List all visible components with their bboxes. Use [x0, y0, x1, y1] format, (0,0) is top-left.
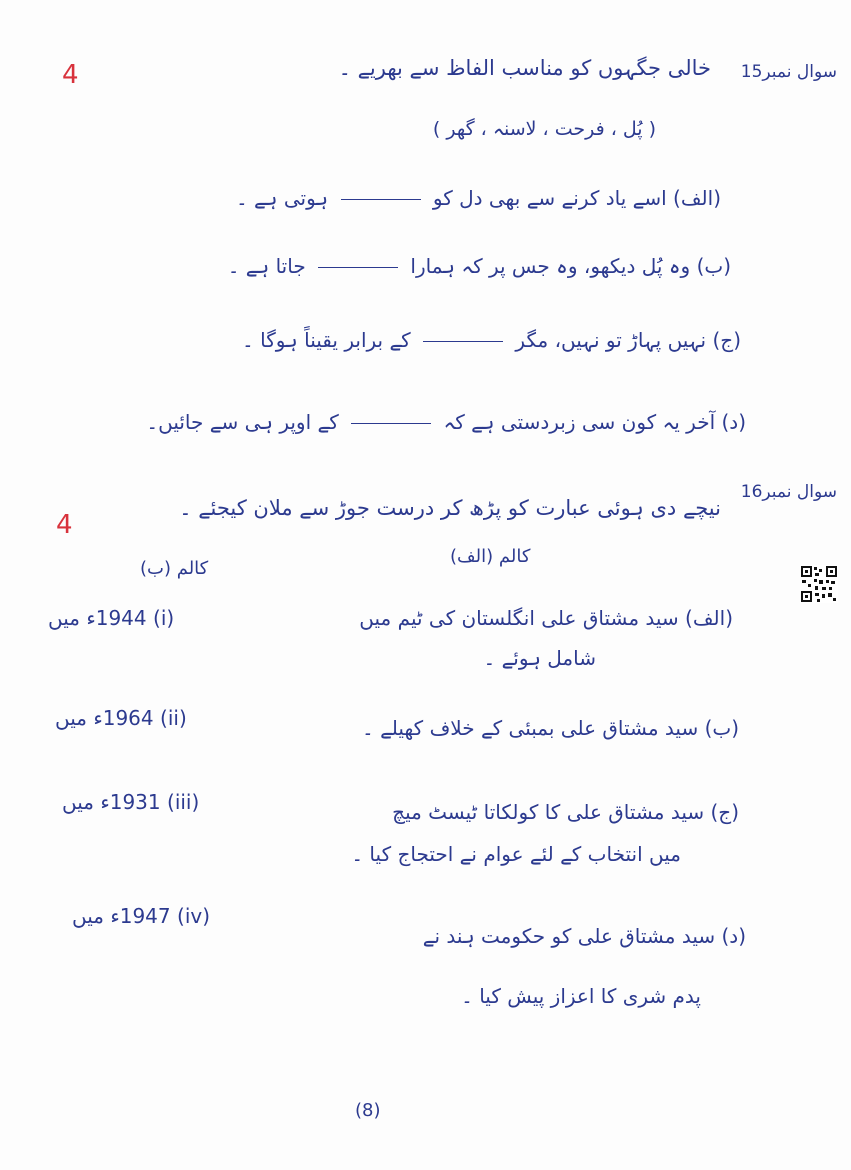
q15-item-alif — [236, 186, 721, 210]
qr-code-icon — [800, 565, 838, 603]
q16-marks: 4 — [56, 510, 73, 540]
q16-instruction: نیچے دی ہوئی عبارت کو پڑھ کر درست جوڑ سے ملان کیجئے ۔ — [179, 496, 721, 520]
column-bay-item-4: (iv) 1947ء میں — [72, 904, 211, 928]
q15-item-jeem-pre: (ج) نہیں پہاڑ تو نہیں، مگر — [515, 328, 741, 352]
q15-item-alif-post: ہوتی ہے ۔ — [235, 186, 329, 210]
q16-label: سوال نمبر16 — [740, 482, 837, 502]
column-alif-item-2-line1: (ب) سید مشتاق علی بمبئی کے خلاف کھیلے ۔ — [362, 716, 739, 740]
q15-item-bay — [228, 254, 731, 278]
q15-instruction: خالی جگہوں کو مناسب الفاظ سے بھریے ۔ — [338, 56, 711, 80]
q15-item-bay-pre: (ب) وہ پُل دیکھو، وہ جس پر کہ ہمارا — [410, 254, 731, 278]
column-alif-item-3-line1: (ج) سید مشتاق علی کا کولکاتا ٹیسٹ میچ — [392, 800, 739, 824]
column-alif-item-4-line1: (د) سید مشتاق علی کو حکومت ہند نے — [422, 924, 746, 948]
q15-item-alif-blank — [341, 199, 421, 200]
q15-label: سوال نمبر15 — [740, 62, 837, 82]
column-bay-item-1: (i) 1944ء میں — [48, 606, 175, 630]
q15-item-bay-blank — [318, 267, 398, 268]
q15-item-jeem — [242, 328, 741, 352]
q15-item-dal — [146, 410, 746, 434]
q15-marks: 4 — [62, 60, 79, 90]
q15-options: ( پُل ، فرحت ، لاسنہ ، گھر ) — [432, 118, 656, 140]
q15-item-jeem-blank — [423, 341, 503, 342]
page-number: (8) — [355, 1100, 381, 1121]
q15-item-dal-pre: (د) آخر یہ کون سی زبردستی ہے کہ — [443, 410, 746, 434]
q15-item-bay-post: جاتا ہے ۔ — [227, 254, 306, 278]
column-alif-item-1-line2: شامل ہوئے ۔ — [483, 646, 596, 670]
q15-item-dal-post: کے اوپر ہی سے جائیں۔ — [146, 410, 339, 434]
column-alif-item-1-line1: (الف) سید مشتاق علی انگلستان کی ٹیم میں — [359, 606, 733, 630]
column-alif-item-3-line2: میں انتخاب کے لئے عوام نے احتجاج کیا ۔ — [351, 842, 681, 866]
q15-item-alif-pre: (الف) اسے یاد کرنے سے بھی دل کو — [432, 186, 721, 210]
column-alif-item-4-line2: پدم شری کا اعزاز پیش کیا ۔ — [461, 984, 701, 1008]
q15-item-jeem-post: کے برابر یقیناً ہوگا ۔ — [242, 328, 411, 352]
column-bay-header: کالم (ب) — [140, 558, 209, 579]
column-bay-item-3: (iii) 1931ء میں — [62, 790, 200, 814]
column-alif-header: کالم (الف) — [450, 546, 531, 567]
q15-item-dal-blank — [351, 423, 431, 424]
column-bay-item-2: (ii) 1964ء میں — [55, 706, 187, 730]
